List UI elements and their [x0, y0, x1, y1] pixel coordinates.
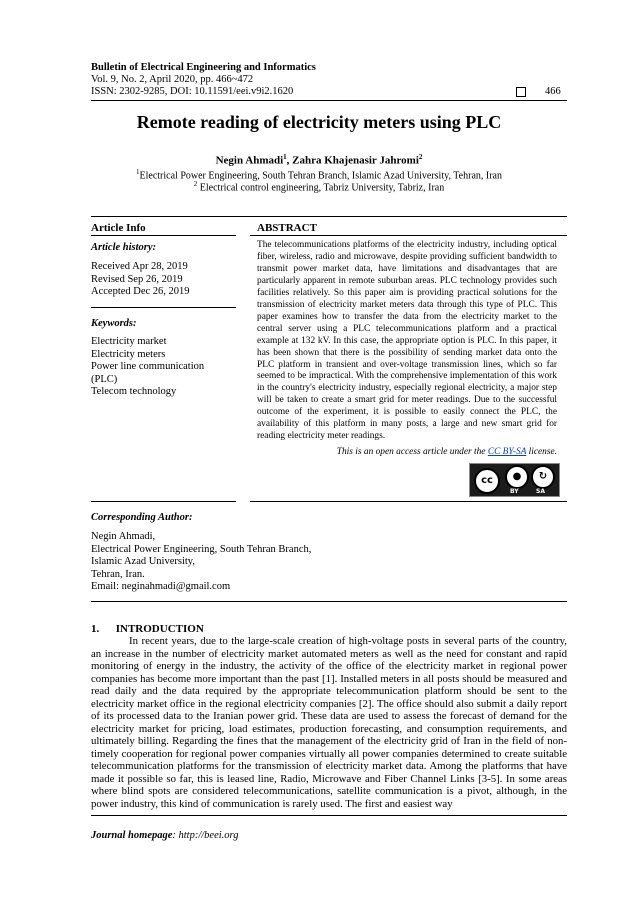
- homepage-url[interactable]: : http://beei.org: [172, 830, 239, 841]
- article-history-label: Article history:: [91, 242, 157, 253]
- corresponding-line: Islamic Azad University,: [91, 556, 196, 567]
- homepage-label: Journal homepage: [91, 830, 173, 841]
- affiliation-1-sup: 1: [136, 168, 140, 176]
- footer-divider: [91, 815, 567, 816]
- paper-title: Remote reading of electricity meters using PLC: [136, 112, 502, 132]
- keyword-item: (PLC): [91, 373, 118, 385]
- license-statement: [257, 447, 557, 457]
- corresponding-line: Negin Ahmadi,: [91, 531, 156, 542]
- journal-issn-doi: ISSN: 2302-9285, DOI: 10.11591/eei.v9i2.1620: [91, 86, 294, 97]
- keyword-item: Power line communication: [91, 361, 205, 372]
- introduction-body: [91, 635, 567, 810]
- cc-sa-label: SA: [536, 488, 545, 495]
- cc-icon: cc: [474, 468, 500, 494]
- article-info-label: Article Info: [91, 222, 146, 234]
- license-prefix: This is an open access article under the: [336, 447, 488, 457]
- corresponding-email: Email: neginahmadi@gmail.com: [91, 581, 231, 592]
- corresponding-line: Tehran, Iran.: [91, 568, 145, 580]
- journal-volume: Vol. 9, No. 2, April 2020, pp. 466~472: [91, 74, 254, 85]
- cc-by-label: BY: [510, 488, 519, 495]
- keywords-label: Keywords:: [91, 318, 137, 329]
- affiliation-2: [0, 180, 638, 193]
- affiliation-1-text: Electrical Power Engineering, South Tehran Branch, Islamic Azad University, Tehran, Iran: [139, 170, 502, 182]
- page-number: 466: [545, 86, 561, 97]
- page-box-icon: [516, 87, 526, 97]
- received-date: Received Apr 28, 2019: [91, 261, 188, 272]
- keyword-item: Electricity market: [91, 336, 167, 347]
- article-info-rule: [91, 235, 236, 236]
- corresponding-author-label: Corresponding Author:: [91, 512, 193, 523]
- author-separator: ,: [286, 154, 293, 167]
- journal-name: Bulletin of Electrical Engineering and Informatics: [91, 62, 316, 73]
- history-rule: [91, 307, 236, 308]
- abstract-rule: [250, 235, 567, 236]
- by-person-icon: ●: [505, 465, 529, 489]
- revised-date: Revised Sep 26, 2019: [91, 273, 183, 285]
- license-suffix: license.: [526, 447, 557, 457]
- affiliation-2-text: Electrical control engineering, Tabriz University, Tabriz, Iran: [197, 182, 445, 194]
- keyword-item: Telecom technology: [91, 386, 177, 397]
- keywords-list: [91, 336, 204, 399]
- section-heading: 1. INTRODUCTION: [91, 623, 204, 635]
- abstract-label: ABSTRACT: [257, 222, 317, 234]
- corresponding-author-details: [91, 531, 311, 594]
- author-1: Negin Ahmadi: [215, 154, 284, 167]
- author-2: Zahra Khajenasir Jahromi: [292, 154, 419, 167]
- corresponding-line: Electrical Power Engineering, South Tehran Branch,: [91, 543, 312, 555]
- journal-homepage: [91, 830, 239, 841]
- article-history: [91, 261, 190, 299]
- keyword-item: Electricity meters: [91, 348, 166, 360]
- author-list: [0, 153, 638, 167]
- introduction-paragraph: In recent years, due to the large-scale creation of high-voltage posts in several parts of the country, an increase in the number of electricity market automated meters as well as the need for constant and rapid monitoring of energy in the industry, the activity of the office of the electricity market in regional power companies has become more important than the past [1]. Installed meters in all posts should be measured and read daily and the data required by the appropriate telecommunication platform should be sent to the electricity market office in the regional electricity companies [2]. The office should also submit a daily report of its processed data to the Iranian power grid. These data are used to assess the forecast of demand for the electricity market for pricing, load estimates, production forecasting, and consumption requirements, and ultimately billing. Regarding the fines that the management of the electricity grid of Iran in the field of non-timely cooperation for regional power companies virtually all power companies determined to create suitable telecommunication platforms for the transmission of electricity market data. Among the platforms that have made it possible so far, this is leased line, Radio, Microwave and Fiber Channel Links [3-5]. In some areas where blind spots are considered telecommunications, satellite communication is a pivot, although, in the power industry, this kind of communication is rarely used. The first and easiest way: [91, 635, 567, 810]
- abstract-bottom-rule: [250, 501, 567, 502]
- affiliation-2-sup: 2: [193, 180, 198, 188]
- keywords-bottom-rule: [91, 501, 236, 502]
- cc-by-sa-badge[interactable]: [469, 463, 560, 497]
- abstract-text: The telecommunications platforms of the electricity industry, including optical fiber, wireless, radio and microwave, despite providing sufficient bandwidth to transmit power market data, have limitations and disadvantages that are particularly apparent in remote suburban areas. PLC technology provides such facilities relatively. So this paper aim is providing practical solutions for the transmission of electricity market meters data through this type of PLC. This paper examines how to transfer the data from the electricity market to the central server using a PLC telecommunications platform and a practical example at 132 kV. In this case, the appropriate option is PLC. In this paper, it has been shown that there is the possibility of sending market data onto the PLC platform in transient and over-voltage transmission lines, which so far seemed to be impractical. With the comprehensive implementation of this work in the country's electricity industry, especially regional electricity, a major step will be taken to create a smart grid for meter readings. Due to the successful outcome of the experiment, it is possible to easily connect the PLC, the availability of this platform in many posts, a large and new smart grid for reading electricity meter readings.: [257, 240, 557, 442]
- header-divider: [91, 100, 567, 101]
- license-link[interactable]: CC BY-SA: [487, 447, 527, 457]
- author-1-sup: 1: [283, 153, 287, 161]
- info-top-rule: [91, 216, 567, 217]
- corresponding-bottom-rule: [91, 601, 567, 602]
- sa-share-alike-icon: ↻: [531, 465, 555, 489]
- author-2-sup: 2: [418, 153, 423, 161]
- accepted-date: Accepted Dec 26, 2019: [91, 286, 190, 297]
